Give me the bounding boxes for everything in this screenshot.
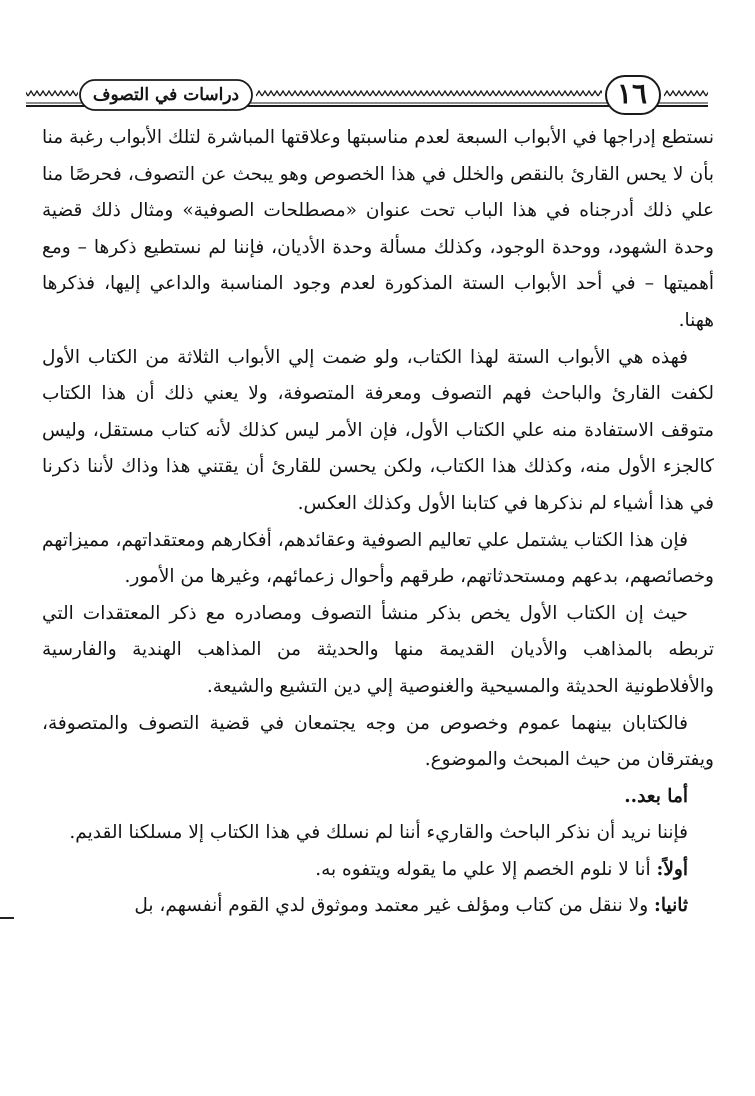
page-number: ١٦	[616, 77, 648, 110]
running-title: دراسات في التصوف	[92, 85, 240, 105]
paragraph: فالكتابان بينهما عموم وخصوص من وجه يجتمعان في قضية التصوف والمتصوفة، ويفترقان من حيث المبحث والموضوع.	[42, 712, 714, 771]
point-text: أنا لا نلوم الخصم إلا علي ما يقوله ويتفوه به.	[315, 858, 657, 880]
margin-mark	[0, 917, 14, 919]
point-label: أولاً:	[656, 858, 688, 880]
paragraph: فإننا نريد أن نذكر الباحث والقاريء أننا لم نسلك في هذا الكتاب إلا مسلكنا القديم.	[69, 822, 688, 844]
point-text: ولا ننقل من كتاب ومؤلف غير معتمد وموثوق لدي القوم أنفسهم، بل	[134, 895, 655, 917]
paragraph: نستطع إدراجها في الأبواب السبعة لعدم مناسبتها وعلاقتها المباشرة لتلك الأبواب رغبة منا بأن لا يحس القارئ بالنقص والخلل في هذا الخصوص وهو يبحث عن التصوف، فحرصًا منا علي ذلك أدرجناه في هذا الباب تحت عنوان «مصطلحات الصوفية» ومثال ذلك قضية وحدة الشهود، ووحدة الوجود، وكذلك مسألة وحدة الأديان، فإننا لم نستطيع ذكرها – ومع أهميتها – في أحد الأبواب الستة المذكورة لعدم وجود المناسبة والداعي إليها، فذكرها ههنا.	[42, 127, 714, 331]
point-label: ثانيا:	[654, 895, 688, 917]
paragraph	[42, 888, 714, 925]
paragraph: حيث إن الكتاب الأول يخص بذكر منشأ التصوف ومصادره مع ذكر المعتقدات التي تربطه بالمذاهب والأديان القديمة منها والحديثة من المذاهب الهندية والفارسية والأفلاطونية الحديثة والمسيحية والغنوصية إلي دين التشيع والشيعة.	[42, 602, 714, 697]
page-header	[22, 74, 712, 122]
section-lead: أما بعد..	[624, 785, 688, 807]
paragraph	[42, 779, 714, 816]
paragraph: فهذه هي الأبواب الستة لهذا الكتاب، ولو ضمت إلي الأبواب الثلاثة من الكتاب الأول لكفت القارئ والباحث فهم التصوف ومعرفة المتصوفة، ولا يعني ذلك أن هذا الكتاب متوقف الاستفادة منه علي الكتاب الأول، فإن الأمر ليس كذلك لأنه كتاب مستقل، وليس كالجزء الأول منه، وكذلك هذا الكتاب، ولكن يحسن للقارئ أن يقتني هذا وذاك لأننا ذكرنا في هذا أشياء لم نذكرها في كتابنا الأول وكذلك العكس.	[42, 346, 714, 514]
body-text	[42, 120, 714, 925]
paragraph: فإن هذا الكتاب يشتمل علي تعاليم الصوفية وعقائدهم، أفكارهم ومعتقداتهم، مميزاتهم وخصائصهم، بدعهم ومستحدثاتهم، طرقهم وأحوال زعمائهم، وغيرها من الأمور.	[42, 529, 714, 588]
paragraph	[42, 852, 714, 889]
